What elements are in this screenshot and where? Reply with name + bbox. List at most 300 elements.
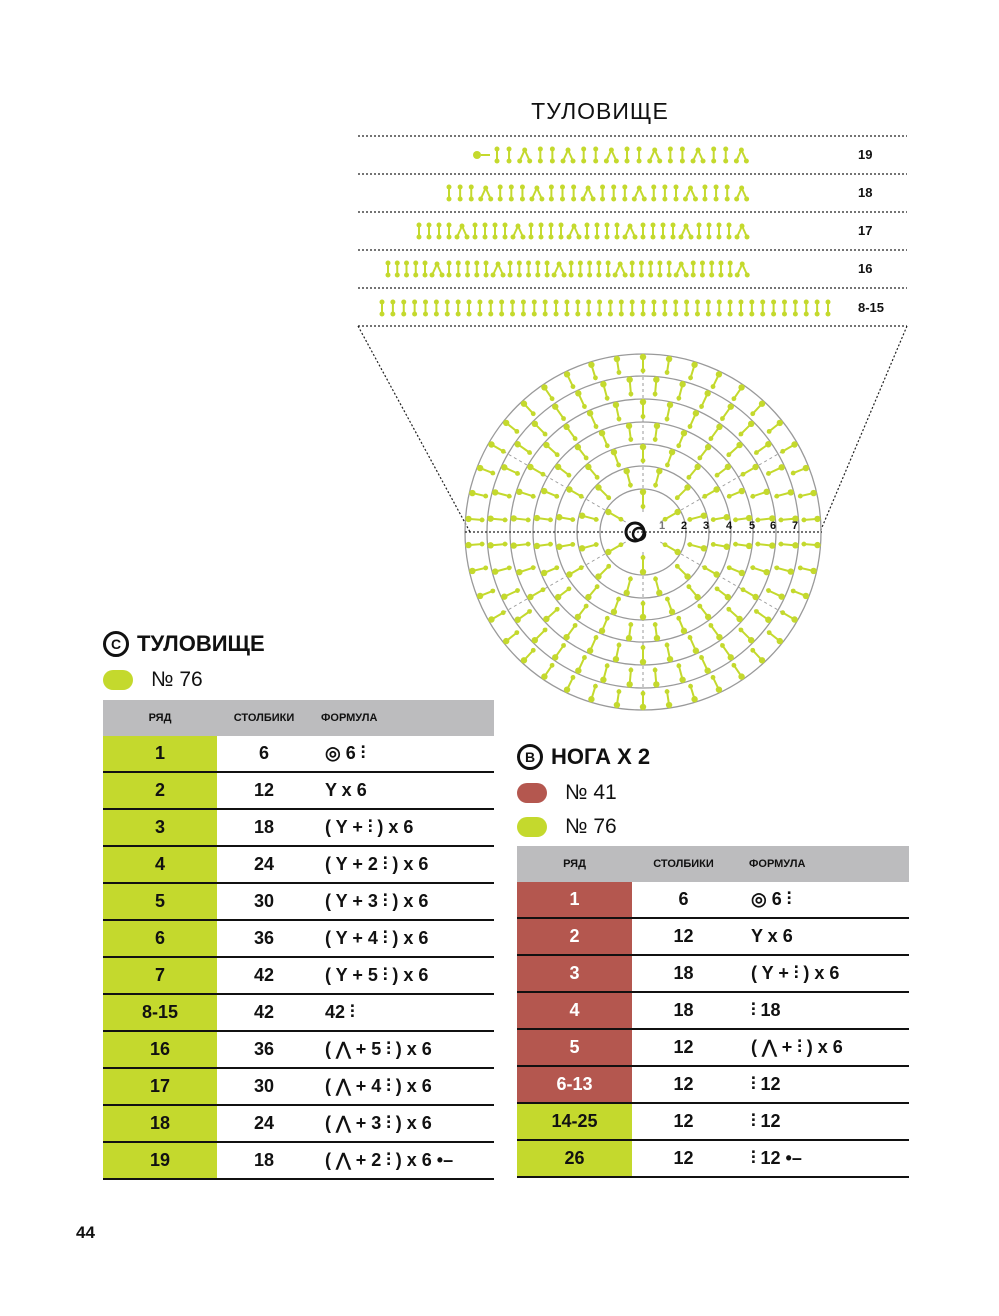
- round-stitch: [526, 518, 531, 523]
- round-stitch: [653, 392, 658, 397]
- dec-stitch: [591, 197, 596, 202]
- table-row: [103, 1031, 494, 1068]
- round-stitch: [676, 663, 681, 668]
- sc-stitch: [473, 235, 478, 240]
- round-stitch: [465, 542, 471, 548]
- sc-stitch: [651, 185, 656, 190]
- round-stitch: [788, 568, 794, 574]
- round-stitch: [766, 471, 771, 476]
- sc-stitch: [538, 159, 543, 164]
- sc-stitch: [593, 159, 598, 164]
- sc-stitch: [499, 312, 504, 317]
- sc-stitch: [668, 147, 673, 152]
- sc-stitch: [709, 261, 714, 266]
- sc-stitch: [700, 273, 705, 278]
- sc-stitch: [639, 273, 644, 278]
- sc-stitch: [595, 235, 600, 240]
- sc-stitch: [706, 300, 711, 305]
- round-stitch: [477, 465, 483, 471]
- round-stitch: [739, 432, 744, 437]
- dec-stitch: [488, 197, 493, 202]
- formula-cell: 42 ⫶: [311, 994, 494, 1031]
- sc-stitch: [717, 300, 722, 305]
- row-number-cell: 3: [517, 955, 632, 992]
- round-stitch: [571, 384, 576, 389]
- sc-stitch: [417, 235, 422, 240]
- stitches-cell: 12: [632, 1066, 735, 1103]
- round-stitch: [521, 401, 527, 407]
- sc-stitch: [469, 197, 474, 202]
- round-stitch: [741, 587, 746, 592]
- round-stitch: [531, 648, 536, 653]
- dec-stitch: [642, 197, 647, 202]
- round-stitch: [715, 586, 720, 591]
- sc-stitch: [637, 147, 642, 152]
- round-stitch: [699, 655, 704, 660]
- round-stitch: [595, 475, 600, 480]
- round-stitch: [726, 452, 731, 457]
- diagram-row-label: 16: [858, 261, 873, 276]
- dec-stitch: [684, 224, 689, 229]
- round-stitch: [527, 609, 532, 614]
- col-header-stitches: СТОЛБИКИ: [217, 700, 311, 736]
- sc-stitch: [458, 197, 463, 202]
- formula-cell: ( Y + 3 ⫶ ) x 6: [311, 883, 494, 920]
- dec-stitch: [529, 197, 534, 202]
- round-stitch: [483, 566, 488, 571]
- formula-cell: ◎ 6 ⫶: [311, 736, 494, 772]
- sc-stitch: [503, 235, 508, 240]
- sc-stitch: [401, 300, 406, 305]
- round-stitch: [725, 464, 731, 470]
- sc-stitch: [581, 159, 586, 164]
- sc-stitch: [395, 273, 400, 278]
- sc-stitch: [619, 300, 624, 305]
- section-c-badge: C: [103, 631, 129, 657]
- round-stitch: [606, 564, 611, 569]
- round-stitch: [548, 542, 553, 547]
- round-stitch: [774, 494, 779, 499]
- round-stitch: [575, 390, 581, 396]
- dec-stitch: [745, 235, 750, 240]
- sc-stitch: [668, 159, 673, 164]
- sc-stitch: [641, 223, 646, 228]
- table-row: [103, 1105, 494, 1142]
- round-stitch: [561, 643, 566, 648]
- round-stitch: [709, 436, 714, 441]
- round-stitch: [676, 616, 681, 621]
- sc-stitch: [815, 300, 820, 305]
- round-stitch: [490, 471, 495, 476]
- round-stitch: [779, 542, 784, 547]
- sc-stitch: [543, 312, 548, 317]
- round-stitch: [750, 648, 755, 653]
- dec-stitch: [652, 148, 657, 153]
- round-stitch: [788, 489, 794, 495]
- round-stitch: [653, 576, 658, 581]
- round-stitch: [711, 517, 716, 522]
- dec-stitch: [691, 159, 696, 164]
- round-stitch: [563, 634, 569, 640]
- round-stitch: [613, 402, 619, 408]
- sc-stitch: [526, 273, 531, 278]
- table-row: [103, 846, 494, 883]
- round-stitch: [507, 565, 512, 570]
- dec-stitch: [693, 197, 698, 202]
- formula-cell: ⫶ 12: [735, 1103, 909, 1140]
- round-stitch: [653, 668, 658, 673]
- dec-stitch: [517, 159, 522, 164]
- round-stitch: [541, 384, 547, 390]
- sc-stitch: [637, 159, 642, 164]
- round-stitch: [640, 399, 646, 405]
- dec-stitch: [740, 224, 745, 229]
- round-stitch: [611, 609, 617, 615]
- row-number-cell: 4: [517, 992, 632, 1029]
- round-stitch: [488, 441, 494, 447]
- round-stitch: [488, 616, 494, 622]
- round-stitch: [713, 486, 719, 492]
- sc-stitch: [706, 312, 711, 317]
- sc-stitch: [680, 147, 685, 152]
- round-stitch: [600, 677, 606, 683]
- round-stitch: [541, 570, 547, 576]
- sc-stitch: [651, 312, 656, 317]
- sc-stitch: [718, 273, 723, 278]
- sc-stitch: [434, 312, 439, 317]
- dec-stitch: [683, 197, 688, 202]
- sc-stitch: [498, 197, 503, 202]
- round-stitch: [534, 543, 540, 549]
- formula-cell: ( Y + 4 ⫶ ) x 6: [311, 920, 494, 957]
- sc-stitch: [467, 300, 472, 305]
- round-stitch: [705, 614, 711, 620]
- green-swatch: [103, 670, 133, 690]
- sc-stitch: [605, 223, 610, 228]
- round-stitch: [605, 396, 610, 401]
- round-stitch: [653, 437, 658, 442]
- round-stitch: [732, 663, 737, 668]
- stitches-cell: 30: [217, 1068, 311, 1105]
- sc-stitch: [648, 273, 653, 278]
- round-stitch: [640, 489, 646, 495]
- round-stitch: [681, 628, 687, 634]
- round-stitch: [543, 616, 549, 622]
- sc-stitch: [549, 235, 554, 240]
- round-stitch: [626, 376, 632, 382]
- stitches-cell: 18: [632, 955, 735, 992]
- round-stitch: [611, 449, 617, 455]
- sc-stitch: [662, 312, 667, 317]
- sc-stitch: [495, 159, 500, 164]
- sc-stitch: [412, 312, 417, 317]
- dec-stitch: [577, 235, 582, 240]
- sc-stitch: [529, 235, 534, 240]
- sc-stitch: [714, 185, 719, 190]
- dec-stitch: [572, 224, 577, 229]
- round-stitch: [628, 483, 633, 488]
- round-stitch: [614, 356, 620, 362]
- round-stitch: [713, 571, 719, 577]
- round-stitch: [579, 545, 585, 551]
- sc-stitch: [587, 273, 592, 278]
- sc-stitch: [608, 312, 613, 317]
- round-stitch: [599, 628, 605, 634]
- round-stitch: [641, 368, 646, 373]
- round-stitch: [759, 401, 765, 407]
- round-stitch: [752, 464, 758, 470]
- round-stitch: [483, 494, 488, 499]
- formula-cell: ( Y + ⫶ ) x 6: [311, 809, 494, 846]
- sc-stitch: [782, 300, 787, 305]
- round-stitch: [688, 635, 693, 640]
- sc-stitch: [671, 235, 676, 240]
- dec-stitch: [604, 159, 609, 164]
- round-number: 1: [659, 520, 666, 532]
- round-stitch: [555, 594, 561, 600]
- round-stitch: [585, 464, 591, 470]
- sc-stitch: [549, 197, 554, 202]
- sc-stitch: [826, 300, 831, 305]
- round-stitch: [541, 472, 546, 477]
- table-row: [517, 918, 909, 955]
- sc-stitch: [517, 273, 522, 278]
- stitches-cell: 18: [632, 992, 735, 1029]
- round-stitch: [527, 450, 532, 455]
- sc-stitch: [625, 159, 630, 164]
- dec-stitch: [571, 159, 576, 164]
- round-stitch: [702, 565, 707, 570]
- round-stitch: [595, 484, 601, 490]
- round-stitch: [605, 509, 611, 515]
- sc-stitch: [641, 235, 646, 240]
- round-stitch: [665, 643, 670, 648]
- dec-stitch: [735, 235, 740, 240]
- sc-stitch: [651, 223, 656, 228]
- stitches-cell: 12: [632, 1140, 735, 1177]
- sc-stitch: [437, 235, 442, 240]
- dec-stitch: [567, 235, 572, 240]
- dec-stitch: [701, 159, 706, 164]
- sc-stitch: [434, 300, 439, 305]
- formula-cell: ( Y + 5 ⫶ ) x 6: [311, 957, 494, 994]
- round-stitch: [736, 442, 742, 448]
- round-stitch: [600, 381, 606, 387]
- round-number: 7: [792, 520, 799, 532]
- yarn-label: № 76: [151, 668, 203, 691]
- sc-stitch: [507, 147, 512, 152]
- sc-stitch: [521, 300, 526, 305]
- round-stitch: [641, 691, 646, 696]
- dec-stitch: [696, 148, 701, 153]
- sc-stitch: [804, 300, 809, 305]
- dec-stitch: [483, 186, 488, 191]
- stitches-cell: 12: [632, 918, 735, 955]
- dec-stitch: [632, 197, 637, 202]
- round-stitch: [792, 542, 798, 548]
- sc-stitch: [508, 273, 513, 278]
- round-stitch: [701, 512, 707, 518]
- stitches-cell: 12: [632, 1103, 735, 1140]
- stitches-cell: 36: [217, 1031, 311, 1068]
- formula-cell: ( ⋀ + 5 ⫶ ) x 6: [311, 1031, 494, 1068]
- dec-stitch: [511, 235, 516, 240]
- round-stitch: [503, 420, 509, 426]
- row-number-cell: 19: [103, 1142, 217, 1179]
- table-row: [517, 1066, 909, 1103]
- round-stitch: [694, 464, 700, 470]
- sc-stitch: [467, 312, 472, 317]
- round-stitch: [543, 442, 549, 448]
- section-c-title: [103, 631, 265, 657]
- dec-stitch: [501, 273, 506, 278]
- round-stitch: [733, 517, 738, 522]
- round-stitch: [588, 696, 594, 702]
- round-stitch: [702, 494, 707, 499]
- sc-stitch: [684, 312, 689, 317]
- round-stitch: [605, 443, 610, 448]
- dec-stitch: [586, 186, 591, 191]
- round-stitch: [676, 443, 681, 448]
- sc-stitch: [593, 147, 598, 152]
- round-stitch: [780, 610, 785, 615]
- funnel-line: [358, 326, 470, 532]
- round-stitch: [515, 471, 520, 476]
- sc-stitch: [586, 312, 591, 317]
- sc-stitch: [597, 300, 602, 305]
- sc-stitch: [483, 235, 488, 240]
- dec-stitch: [496, 262, 501, 267]
- round-stitch: [653, 622, 658, 627]
- round-stitch: [563, 424, 569, 430]
- sc-stitch: [717, 223, 722, 228]
- round-stitch: [555, 607, 560, 612]
- round-stitch: [516, 489, 522, 495]
- round-stitch: [720, 416, 725, 421]
- dec-stitch: [561, 159, 566, 164]
- round-stitch: [814, 516, 820, 522]
- green-swatch: [517, 817, 547, 837]
- round-stitch: [532, 637, 538, 643]
- round-stitch: [587, 410, 593, 416]
- round-stitch: [669, 609, 675, 615]
- round-stitch: [653, 483, 658, 488]
- round-stitch: [552, 403, 558, 409]
- round-stitch: [570, 542, 575, 547]
- sc-stitch: [532, 312, 537, 317]
- sc-stitch: [488, 300, 493, 305]
- sc-stitch: [600, 185, 605, 190]
- round-stitch: [780, 449, 785, 454]
- table-row: [103, 957, 494, 994]
- sc-stitch: [667, 261, 672, 266]
- col-header-row: РЯД: [103, 700, 217, 736]
- sc-stitch: [714, 197, 719, 202]
- table-row: [103, 736, 494, 772]
- sc-stitch: [657, 261, 662, 266]
- round-stitch: [666, 702, 672, 708]
- round-stitch: [763, 569, 769, 575]
- round-stitch: [716, 634, 722, 640]
- sc-stitch: [473, 223, 478, 228]
- sc-stitch: [671, 223, 676, 228]
- sc-stitch: [535, 273, 540, 278]
- round-stitch: [654, 635, 660, 641]
- round-stitch: [599, 430, 605, 436]
- round-stitch: [564, 686, 570, 692]
- sc-stitch: [711, 159, 716, 164]
- round-stitch: [641, 458, 646, 463]
- col-header-stitches: СТОЛБИКИ: [632, 846, 735, 882]
- round-stitch: [686, 475, 691, 480]
- sc-stitch: [717, 312, 722, 317]
- dec-stitch: [734, 159, 739, 164]
- sc-stitch: [578, 261, 583, 266]
- round-stitch: [516, 569, 522, 575]
- dec-stitch: [739, 186, 744, 191]
- sc-stitch: [493, 223, 498, 228]
- round-stitch: [666, 356, 672, 362]
- round-stitch: [617, 370, 622, 375]
- sc-stitch: [662, 197, 667, 202]
- sc-stitch: [427, 235, 432, 240]
- round-stitch: [665, 417, 670, 422]
- sc-stitch: [571, 185, 576, 190]
- sc-stitch: [456, 312, 461, 317]
- sc-stitch: [673, 300, 678, 305]
- round-stitch: [492, 568, 498, 574]
- dec-stitch: [522, 148, 527, 153]
- round-stitch: [715, 473, 720, 478]
- table-row: [517, 992, 909, 1029]
- sc-stitch: [674, 185, 679, 190]
- dec-stitch: [744, 159, 749, 164]
- round-stitch: [567, 586, 572, 591]
- dec-stitch: [679, 235, 684, 240]
- sc-stitch: [564, 312, 569, 317]
- sc-stitch: [630, 312, 635, 317]
- sc-stitch: [697, 223, 702, 228]
- sc-stitch: [630, 300, 635, 305]
- round-stitch: [691, 696, 697, 702]
- round-stitch: [626, 423, 632, 429]
- sc-stitch: [760, 312, 765, 317]
- round-stitch: [534, 515, 540, 521]
- round-stitch: [810, 490, 816, 496]
- sc-stitch: [529, 223, 534, 228]
- row-number-cell: 5: [517, 1029, 632, 1066]
- sc-stitch: [539, 235, 544, 240]
- round-stitch: [791, 589, 796, 594]
- dec-stitch: [516, 224, 521, 229]
- round-stitch: [469, 568, 475, 574]
- table-row: [103, 883, 494, 920]
- round-stitch: [556, 514, 562, 520]
- round-stitch: [641, 414, 646, 419]
- round-stitch: [716, 686, 722, 692]
- sc-stitch: [390, 312, 395, 317]
- round-stitch: [514, 617, 520, 623]
- sc-stitch: [569, 261, 574, 266]
- yarn-legend-red: [517, 781, 617, 805]
- formula-cell: ⫶ 12 •–: [735, 1140, 909, 1177]
- round-stitch: [656, 468, 662, 474]
- dec-stitch: [430, 273, 435, 278]
- formula-cell: ( ⋀ + 4 ⫶ ) x 6: [311, 1068, 494, 1105]
- round-stitch: [741, 472, 746, 477]
- sc-stitch: [437, 223, 442, 228]
- sc-stitch: [549, 223, 554, 228]
